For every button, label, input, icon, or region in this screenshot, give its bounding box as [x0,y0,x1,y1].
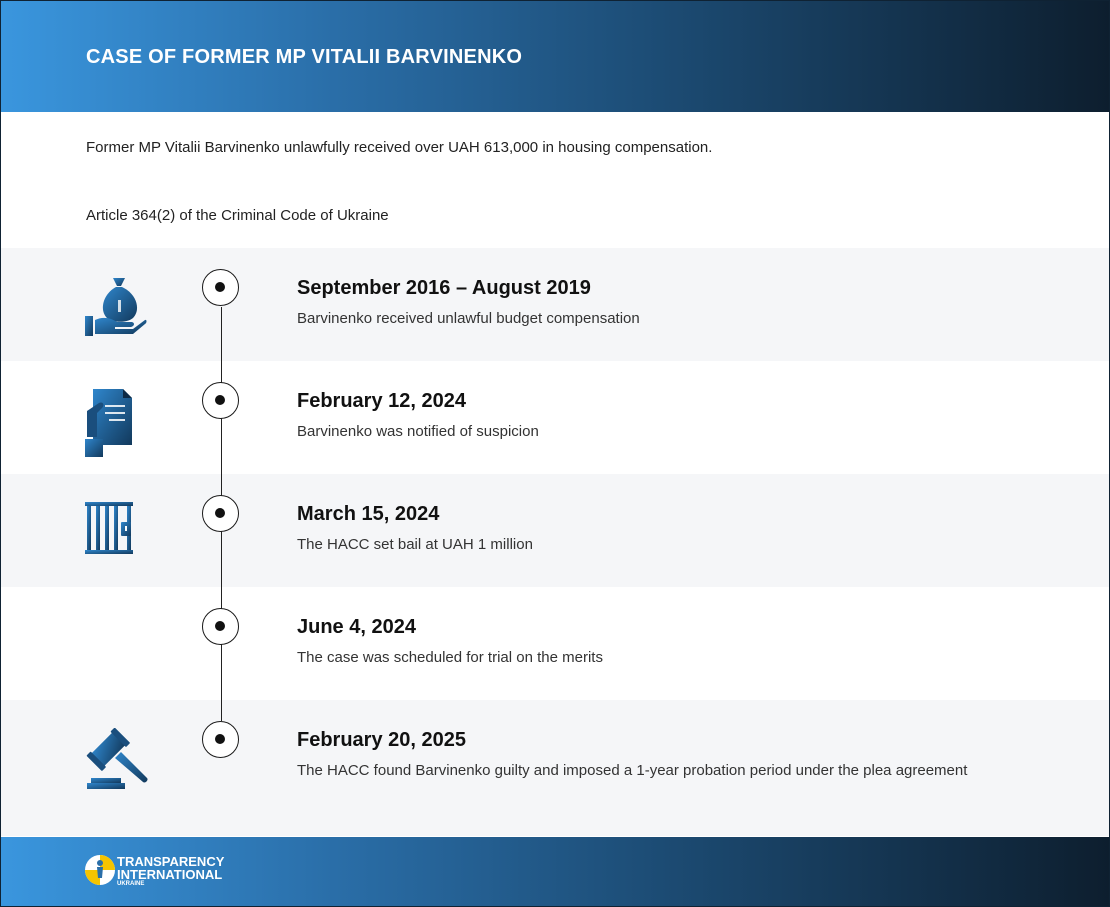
timeline-row [1,361,1110,474]
timeline-event: The case was scheduled for trial on the merits [297,649,603,666]
case-description: Former MP Vitalii Barvinenko unlawfully received over UAH 613,000 in housing compensation. [86,139,713,156]
timeline-row [1,474,1110,587]
timeline-marker [202,382,239,419]
timeline-marker [202,608,239,645]
timeline-date: March 15, 2024 [297,503,440,525]
timeline-date: February 12, 2024 [297,390,466,412]
gavel-icon [85,728,149,790]
criminal-code-article: Article 364(2) of the Criminal Code of Ukraine [86,207,389,224]
timeline-marker [202,495,239,532]
timeline-event: Barvinenko was notified of suspicion [297,423,539,440]
timeline-date: February 20, 2025 [297,729,466,751]
footer-banner [1,837,1110,907]
money-bag-hand-icon [85,276,147,336]
timeline-row [1,700,1110,836]
logo-line-1: TRANSPARENCY [117,854,225,869]
transparency-international-logo-icon [84,854,116,891]
logo-line-2: INTERNATIONAL [117,867,223,882]
timeline-event: The HACC found Barvinenko guilty and imposed a 1-year probation period under the plea agreement [297,762,968,779]
timeline-event: Barvinenko received unlawful budget compensation [297,310,640,327]
jail-bars-icon [85,502,133,554]
header-banner [1,1,1110,112]
timeline-row [1,587,1110,700]
timeline-row [1,248,1110,361]
timeline-marker [202,721,239,758]
page-title: CASE OF FORMER MP VITALII BARVINENKO [86,46,523,68]
document-hand-icon [85,389,133,457]
logo-line-3: UKRAINE [117,881,145,887]
timeline-date: June 4, 2024 [297,616,416,638]
timeline-date: September 2016 – August 2019 [297,277,591,299]
timeline-event: The HACC set bail at UAH 1 million [297,536,533,553]
timeline-marker [202,269,239,306]
logo-wordmark [117,855,224,888]
